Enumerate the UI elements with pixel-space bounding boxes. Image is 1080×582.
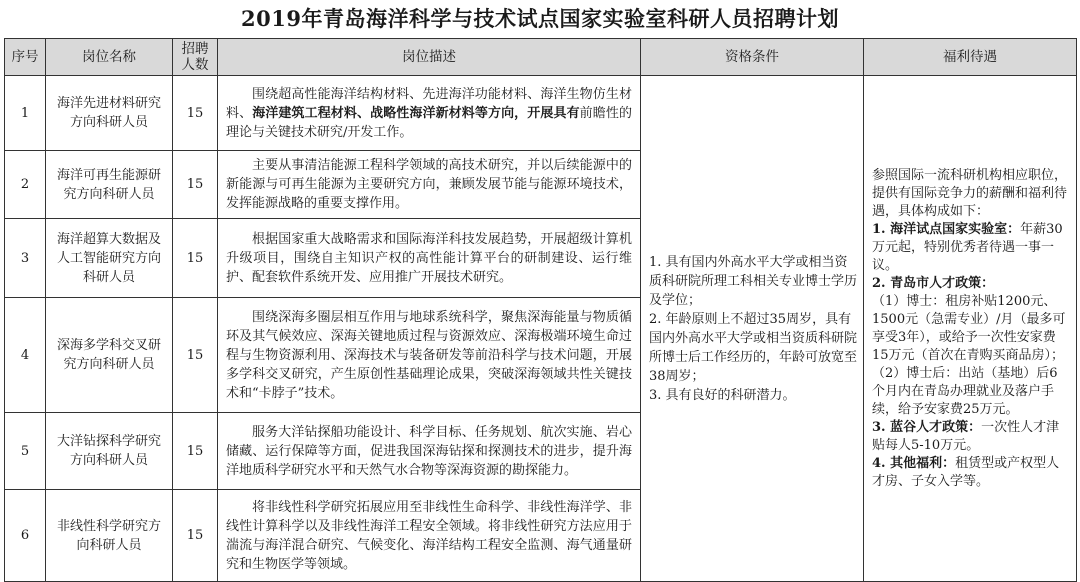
position-name: 海洋超算大数据及人工智能研究方向科研人员 — [46, 219, 173, 298]
welfare-subitem: （2）博士后：出站（基地）后6个月内在青岛办理就业及落户手续，给予安家费25万元。 — [872, 365, 1058, 417]
header-description: 岗位描述 — [218, 39, 641, 76]
row-index: 5 — [5, 413, 46, 490]
qualification-cell — [641, 76, 864, 582]
position-description: 根据国家重大战略需求和国际海洋科技发展趋势，开展超级计算机升级项目，围绕自主知识产权的高性能计算平台的研制建设、运行维护、配套软件系统开发、应用推广开展技术研究。 — [218, 219, 641, 298]
row-index: 4 — [5, 298, 46, 413]
header-welfare: 福利待遇 — [864, 39, 1077, 76]
qualification-item: 3. 具有良好的科研潜力。 — [649, 387, 796, 403]
welfare-subitem: （1）博士：租房补贴1200元、1500元（急需专业）/月（最多可享受3年），或给予一次性安家费15万元（首次在青购买商品房）； — [872, 293, 1066, 363]
desc-text-tail: 前瞻性的理论与关键技术研究/开发工作。 — [226, 105, 632, 140]
row-index: 6 — [5, 490, 46, 582]
row-index: 1 — [5, 76, 46, 151]
position-description: 将非线性科学研究拓展应用至非线性生命科学、非线性海洋学、非线性计算科学以及非线性海洋工程安全领域。将非线性研究方法应用于湍流与海洋混合研究、气候变化、海洋结构工程安全监测、海气通量研究和生物医学等领域。 — [218, 490, 641, 582]
recruit-count: 15 — [173, 151, 218, 219]
recruit-count: 15 — [173, 298, 218, 413]
position-name: 深海多学科交叉研究方向科研人员 — [46, 298, 173, 413]
welfare-intro: 参照国际一流科研机构相应职位，提供有国际竞争力的薪酬和福利待遇，具体构成如下： — [872, 167, 1068, 219]
position-name: 海洋先进材料研究方向科研人员 — [46, 76, 173, 151]
welfare-item: 3. 蓝谷人才政策：一次性人才津贴每人5-10万元。 — [872, 419, 1060, 453]
recruit-count: 15 — [173, 219, 218, 298]
welfare-item: 1. 海洋试点国家实验室：年薪30万元起，特别优秀者待遇一事一议。 — [872, 221, 1063, 273]
position-name: 大洋钻探科学研究方向科研人员 — [46, 413, 173, 490]
recruitment-table — [4, 38, 1077, 582]
position-description — [218, 76, 641, 151]
welfare-item: 2. 青岛市人才政策： — [872, 275, 995, 291]
page-title: 2019年青岛海洋科学与技术试点国家实验室科研人员招聘计划 — [241, 6, 839, 31]
position-description: 服务大洋钻探船功能设计、科学目标、任务规划、航次实施、岩心储藏、运行保障等方面，促进我国深海钻探和探测技术的进步，提升海洋地质科学研究水平和天然气水合物等深海资源的勘探能力。 — [218, 413, 641, 490]
header-count: 招聘人数 — [173, 39, 218, 76]
welfare-item: 4. 其他福利：租赁型或产权型人才房、子女入学等。 — [872, 455, 1060, 489]
header-qualification: 资格条件 — [641, 39, 864, 76]
header-position: 岗位名称 — [46, 39, 173, 76]
welfare-cell — [864, 76, 1077, 582]
recruit-count: 15 — [173, 76, 218, 151]
desc-bold-text: 海洋建筑工程材料、战略性海洋新材料等方向，开展具有 — [252, 105, 580, 121]
header-row — [5, 39, 1077, 76]
recruit-count: 15 — [173, 413, 218, 490]
qualification-item: 2. 年龄原则上不超过35周岁，具有国内外高水平大学或相当资质科研院所博士后工作经历的，年龄可放宽至38周岁； — [649, 311, 858, 384]
position-description: 围绕深海多圈层相互作用与地球系统科学，聚焦深海能量与物质循环及其气候效应、深海关键地质过程与资源效应、深海极端环境生命过程与生物资源利用、深海技术与装备研发等前沿科学与技术问题，开展多学科交叉研究，产生原创性基础理论成果，突破深海领域共性关键技术和“卡脖子”技术。 — [218, 298, 641, 413]
header-index: 序号 — [5, 39, 46, 76]
row-index: 3 — [5, 219, 46, 298]
position-name: 海洋可再生能源研究方向科研人员 — [46, 151, 173, 219]
qualification-item: 1. 具有国内外高水平大学或相当资质科研院所理工科相关专业博士学历及学位； — [649, 254, 858, 308]
recruit-count: 15 — [173, 490, 218, 582]
position-description: 主要从事清洁能源工程科学领域的高技术研究，并以后续能源中的新能源与可再生能源为主要研究方向，兼顾发展节能与能源环境技术，发挥能源战略的重要支撑作用。 — [218, 151, 641, 219]
row-index: 2 — [5, 151, 46, 219]
desc-text: 围绕超高性能海洋结构材料、先进海洋功能材料、海洋生物仿生材料、 — [226, 86, 632, 121]
table-row — [5, 76, 1077, 151]
position-name: 非线性科学研究方向科研人员 — [46, 490, 173, 582]
